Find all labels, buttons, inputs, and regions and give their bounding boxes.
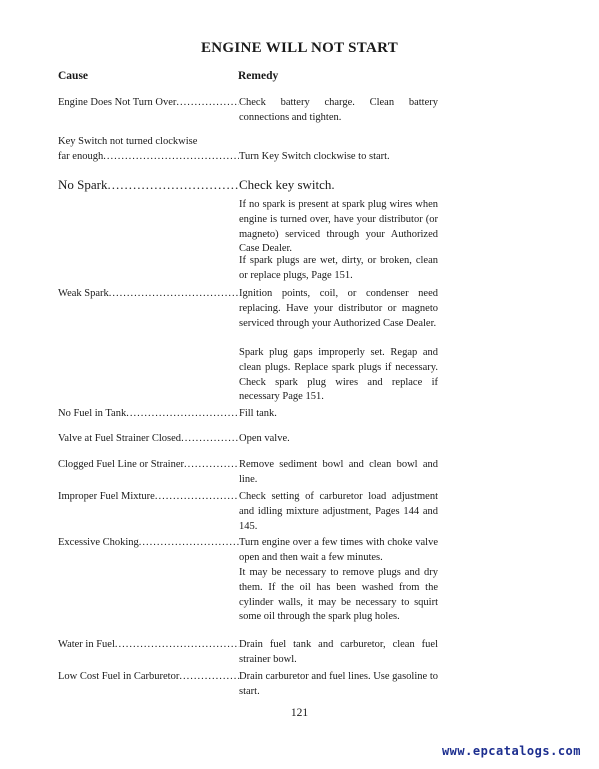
cause-text: Clogged Fuel Line or Strainer: [58, 459, 184, 470]
no-spark-note: If spark plugs are wet, dirty, or broken, clean or replace plugs, Page 151.: [239, 255, 438, 281]
cause-text-line1: Key Switch not turned clockwise: [58, 136, 198, 147]
table-row: [58, 407, 438, 422]
cause-text: Low Cost Fuel in Carburetor: [58, 671, 180, 682]
remedy-text: Open valve.: [239, 433, 290, 444]
table-row: [58, 670, 438, 697]
remedy-text: Turn Key Switch clockwise to start.: [239, 150, 390, 162]
table-row: [58, 287, 438, 329]
cause-text: Excessive Choking: [58, 537, 139, 548]
cause-text: Engine Does Not Turn Over: [58, 97, 177, 108]
remedy-text: Fill tank.: [239, 408, 277, 419]
remedy-text: Ignition points, coil, or condenser need replacing. Have your distributor or magneto serviced through your Authorized Case Dealer.: [239, 288, 438, 329]
cause-text: No Fuel in Tank: [58, 408, 127, 419]
table-row: [58, 490, 438, 532]
table-row: [58, 176, 438, 193]
no-spark-note: If no spark is present at spark plug wires when engine is turned over, have your distributor (or magneto) serviced through your Authorized Case Dealer.: [239, 199, 438, 255]
cause-text: Water in Fuel: [58, 639, 115, 650]
remedy-column-header: Remedy: [238, 70, 279, 82]
watermark: www.epcatalogs.com: [441, 744, 581, 758]
table-row: [58, 458, 438, 485]
cause-column-header: Cause: [58, 70, 89, 82]
page-number: 121: [290, 707, 309, 719]
remedy-text: Check setting of carburetor load adjustment and idling mixture adjustment, Pages 144 and 145.: [239, 491, 438, 532]
table-row: [58, 536, 438, 563]
cause-text: Valve at Fuel Strainer Closed: [58, 433, 182, 444]
table-row: [58, 135, 438, 165]
page-title: ENGINE WILL NOT START: [200, 40, 399, 56]
cause-text: Weak Spark: [58, 288, 109, 299]
remedy-text: Check key switch.: [239, 177, 335, 192]
weak-spark-note: Spark plug gaps improperly set. Regap and clean plugs. Replace spark plugs if necessary. Check spark plug wires and replace if necessary Page 151.: [239, 347, 438, 403]
cause-text: Improper Fuel Mixture: [58, 491, 155, 502]
remedy-text: Drain carburetor and fuel lines. Use gasoline to start.: [239, 671, 438, 697]
remedy-text: Drain fuel tank and carburetor, clean fuel strainer bowl.: [239, 639, 438, 665]
table-row: [58, 96, 438, 123]
cause-text: far enough: [58, 150, 104, 162]
table-row: [58, 432, 438, 447]
remedy-text: Remove sediment bowl and clean bowl and line.: [239, 459, 438, 485]
cause-text: No Spark: [58, 177, 108, 192]
choking-note: It may be necessary to remove plugs and dry them. If the oil has been washed from the cylinder walls, it may be necessary to squirt some oil through the spark plug holes.: [239, 567, 438, 623]
remedy-text: Turn engine over a few times with choke valve open and then wait a few minutes.: [239, 537, 438, 563]
table-row: [58, 638, 438, 665]
remedy-text: Check battery charge. Clean battery connections and tighten.: [239, 97, 438, 123]
